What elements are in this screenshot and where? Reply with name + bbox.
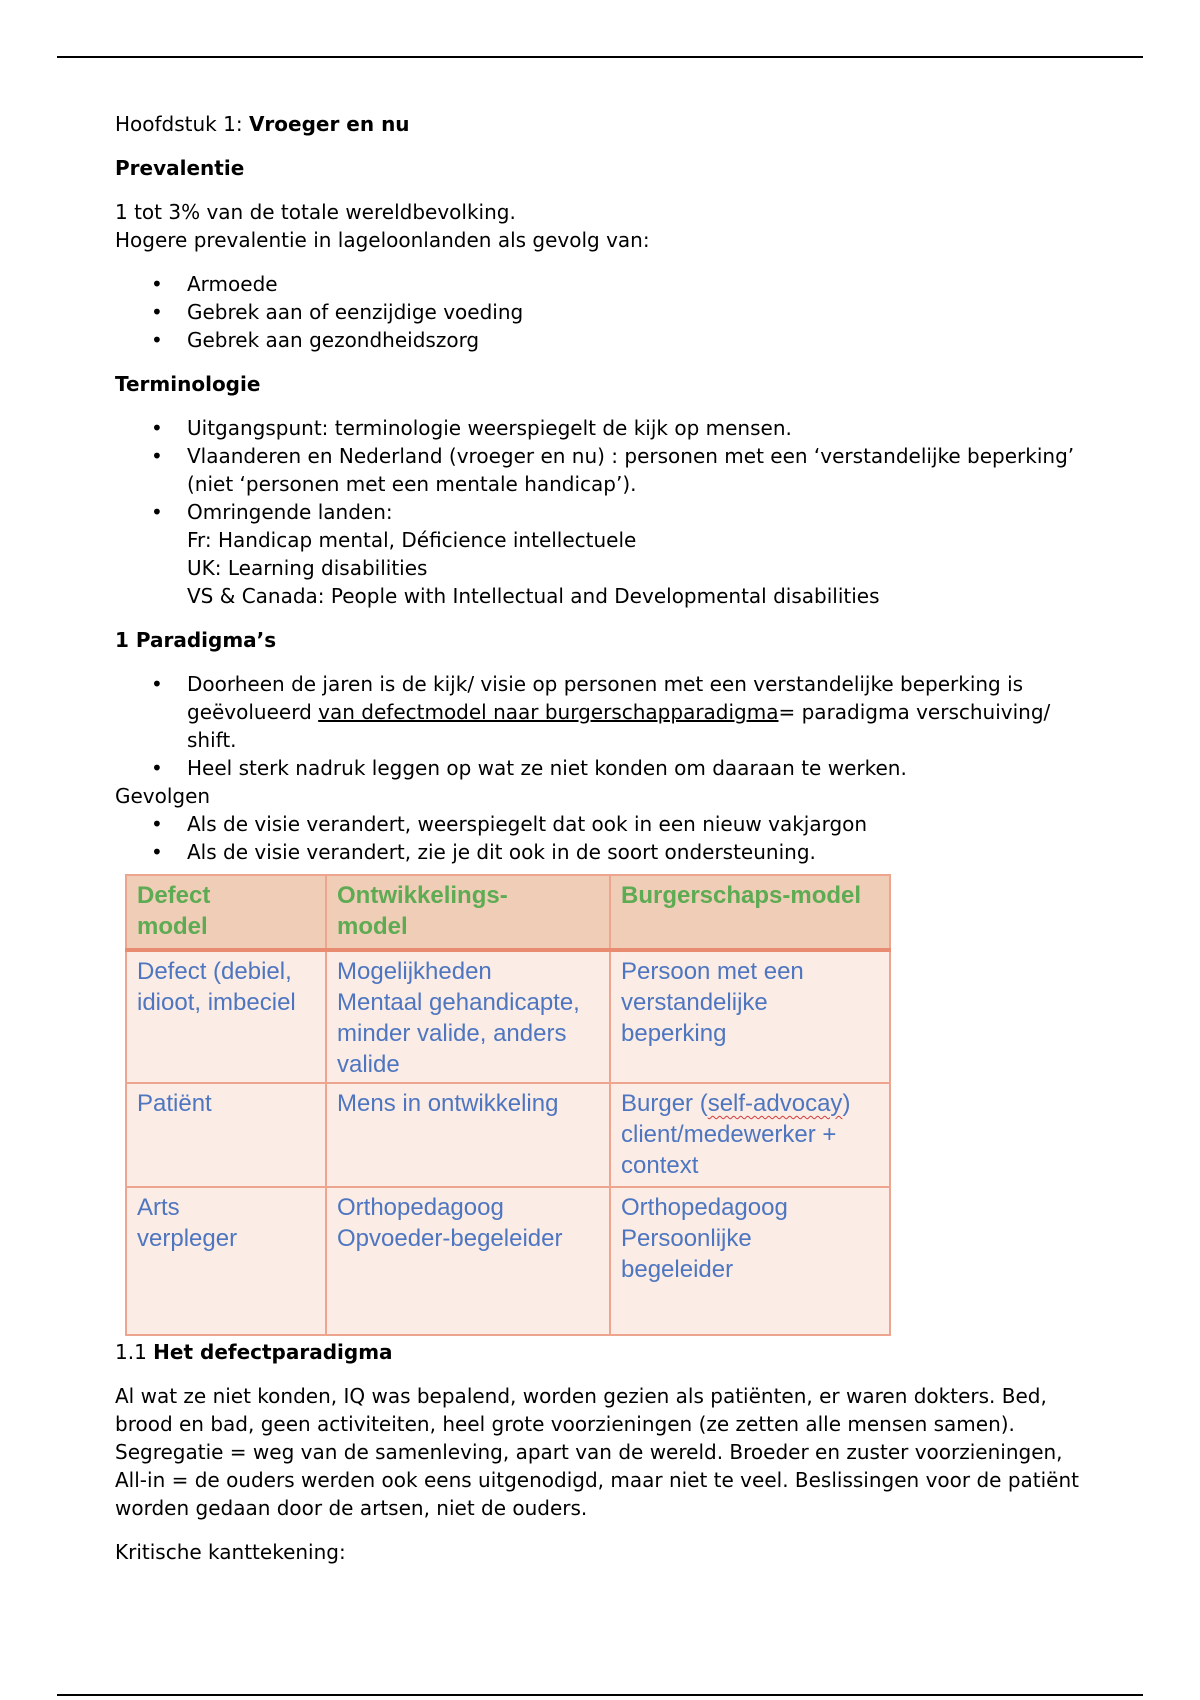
chapter-name: Vroeger en nu xyxy=(248,112,410,136)
heading-terminologie: Terminologie xyxy=(115,372,261,396)
country-term: Fr: Handicap mental, Déficience intellectuele xyxy=(187,528,637,552)
table-cell: Arts verpleger xyxy=(126,1187,326,1335)
section-name: Het defectparadigma xyxy=(153,1340,393,1364)
table-cell: Orthopedagoog Persoonlijke begeleider xyxy=(610,1187,890,1335)
header-ontwikkelings-model: Ontwikkelings- model xyxy=(326,875,610,950)
table-row xyxy=(126,1083,890,1187)
gevolgen-list xyxy=(115,810,1100,866)
page-bottom-rule xyxy=(57,1694,1143,1696)
table-cell: Orthopedagoog Opvoeder-begeleider xyxy=(326,1187,610,1335)
section-title-defectparadigma xyxy=(115,1338,1100,1366)
heading-paradigmas: 1 Paradigma’s xyxy=(115,628,277,652)
list-item: • Uitgangspunt: terminologie weerspiegelt de kijk op mensen. xyxy=(115,414,1100,442)
table-cell: Mogelijkheden Mentaal gehandicapte, minder valide, anders valide xyxy=(326,950,610,1083)
chapter-title xyxy=(115,110,1100,138)
table-cell: Persoon met een verstandelijke beperking xyxy=(610,950,890,1083)
header-burgerschaps-model: Burgerschaps-model xyxy=(610,875,890,950)
gevolgen-label: Gevolgen xyxy=(115,784,211,808)
country-term: UK: Learning disabilities xyxy=(187,556,428,580)
page-top-rule xyxy=(57,56,1143,58)
table-header-row xyxy=(126,875,890,950)
terminology-list xyxy=(115,414,1100,610)
table-row xyxy=(126,950,890,1083)
paradigm-text: Doorheen de jaren is de kijk/ visie op personen met een verstandelijke beperking is geëvolueerd xyxy=(187,672,1024,724)
list-item: • Heel sterk nadruk leggen op wat ze niet konden om daaraan te werken. xyxy=(115,754,1100,782)
section-number: 1.1 xyxy=(115,1340,154,1364)
neighbour-countries-title: • Omringende landen: xyxy=(187,500,393,524)
list-item: • Vlaanderen en Nederland (vroeger en nu) : personen met een ‘verstandelijke beperking’ (niet ‘personen met een mentale handicap’). xyxy=(115,442,1100,498)
table-cell: Defect (debiel, idioot, imbeciel xyxy=(126,950,326,1083)
list-item xyxy=(115,498,1100,610)
prevalence-line-2: Hogere prevalentie in lageloonlanden als gevolg van: xyxy=(115,228,650,252)
list-item: • Gebrek aan of eenzijdige voeding xyxy=(115,298,1100,326)
table-cell: Mens in ontwikkeling xyxy=(326,1083,610,1187)
paradigm-table-wrapper xyxy=(125,874,889,1336)
chapter-prefix: Hoofdstuk 1: xyxy=(115,112,249,136)
prevalence-text xyxy=(115,198,1100,254)
list-item: • Gebrek aan gezondheidszorg xyxy=(115,326,1100,354)
paradigm-list xyxy=(115,670,1100,782)
list-item: • Als de visie verandert, weerspiegelt dat ook in een nieuw vakjargon xyxy=(115,810,1100,838)
document-body xyxy=(115,110,1100,1566)
critical-note: Kritische kanttekening: xyxy=(115,1540,346,1564)
list-item xyxy=(115,670,1100,754)
table-cell: Burger (self-advocay) client/medewerker + context xyxy=(610,1083,890,1187)
prevalence-line-1: 1 tot 3% van de totale wereldbevolking. xyxy=(115,200,516,224)
paradigm-table xyxy=(125,874,891,1336)
prevalence-list xyxy=(115,270,1100,354)
heading-prevalentie: Prevalentie xyxy=(115,156,245,180)
list-item: • Armoede xyxy=(115,270,1100,298)
country-term: VS & Canada: People with Intellectual and Developmental disabilities xyxy=(187,584,880,608)
list-item: • Als de visie verandert, zie je dit ook in de soort ondersteuning. xyxy=(115,838,1100,866)
spellcheck-squiggle: self-advocay xyxy=(707,1090,843,1117)
table-row xyxy=(126,1187,890,1335)
defectparadigma-body: Al wat ze niet konden, IQ was bepalend, worden gezien als patiënten, er waren dokters. Bed, brood en bad, geen activiteiten, heel grote voorzieningen (ze zetten alle mensen samen). Segregatie = weg van de samenleving, apart van de wereld. Broeder en zuster voorzieningen, All-in = de ouders werden ook eens uitgenodigd, maar niet te veel. Beslissingen voor de patiënt worden gedaan door de artsen, niet de ouders. xyxy=(115,1384,1079,1520)
header-defect-model: Defect model xyxy=(126,875,326,950)
paradigm-text-end: = paradigma verschuiving/ shift. xyxy=(187,700,1051,752)
table-cell: Patiënt xyxy=(126,1083,326,1187)
paradigm-shift-underlined: van defectmodel naar burgerschapparadigma xyxy=(318,700,779,724)
